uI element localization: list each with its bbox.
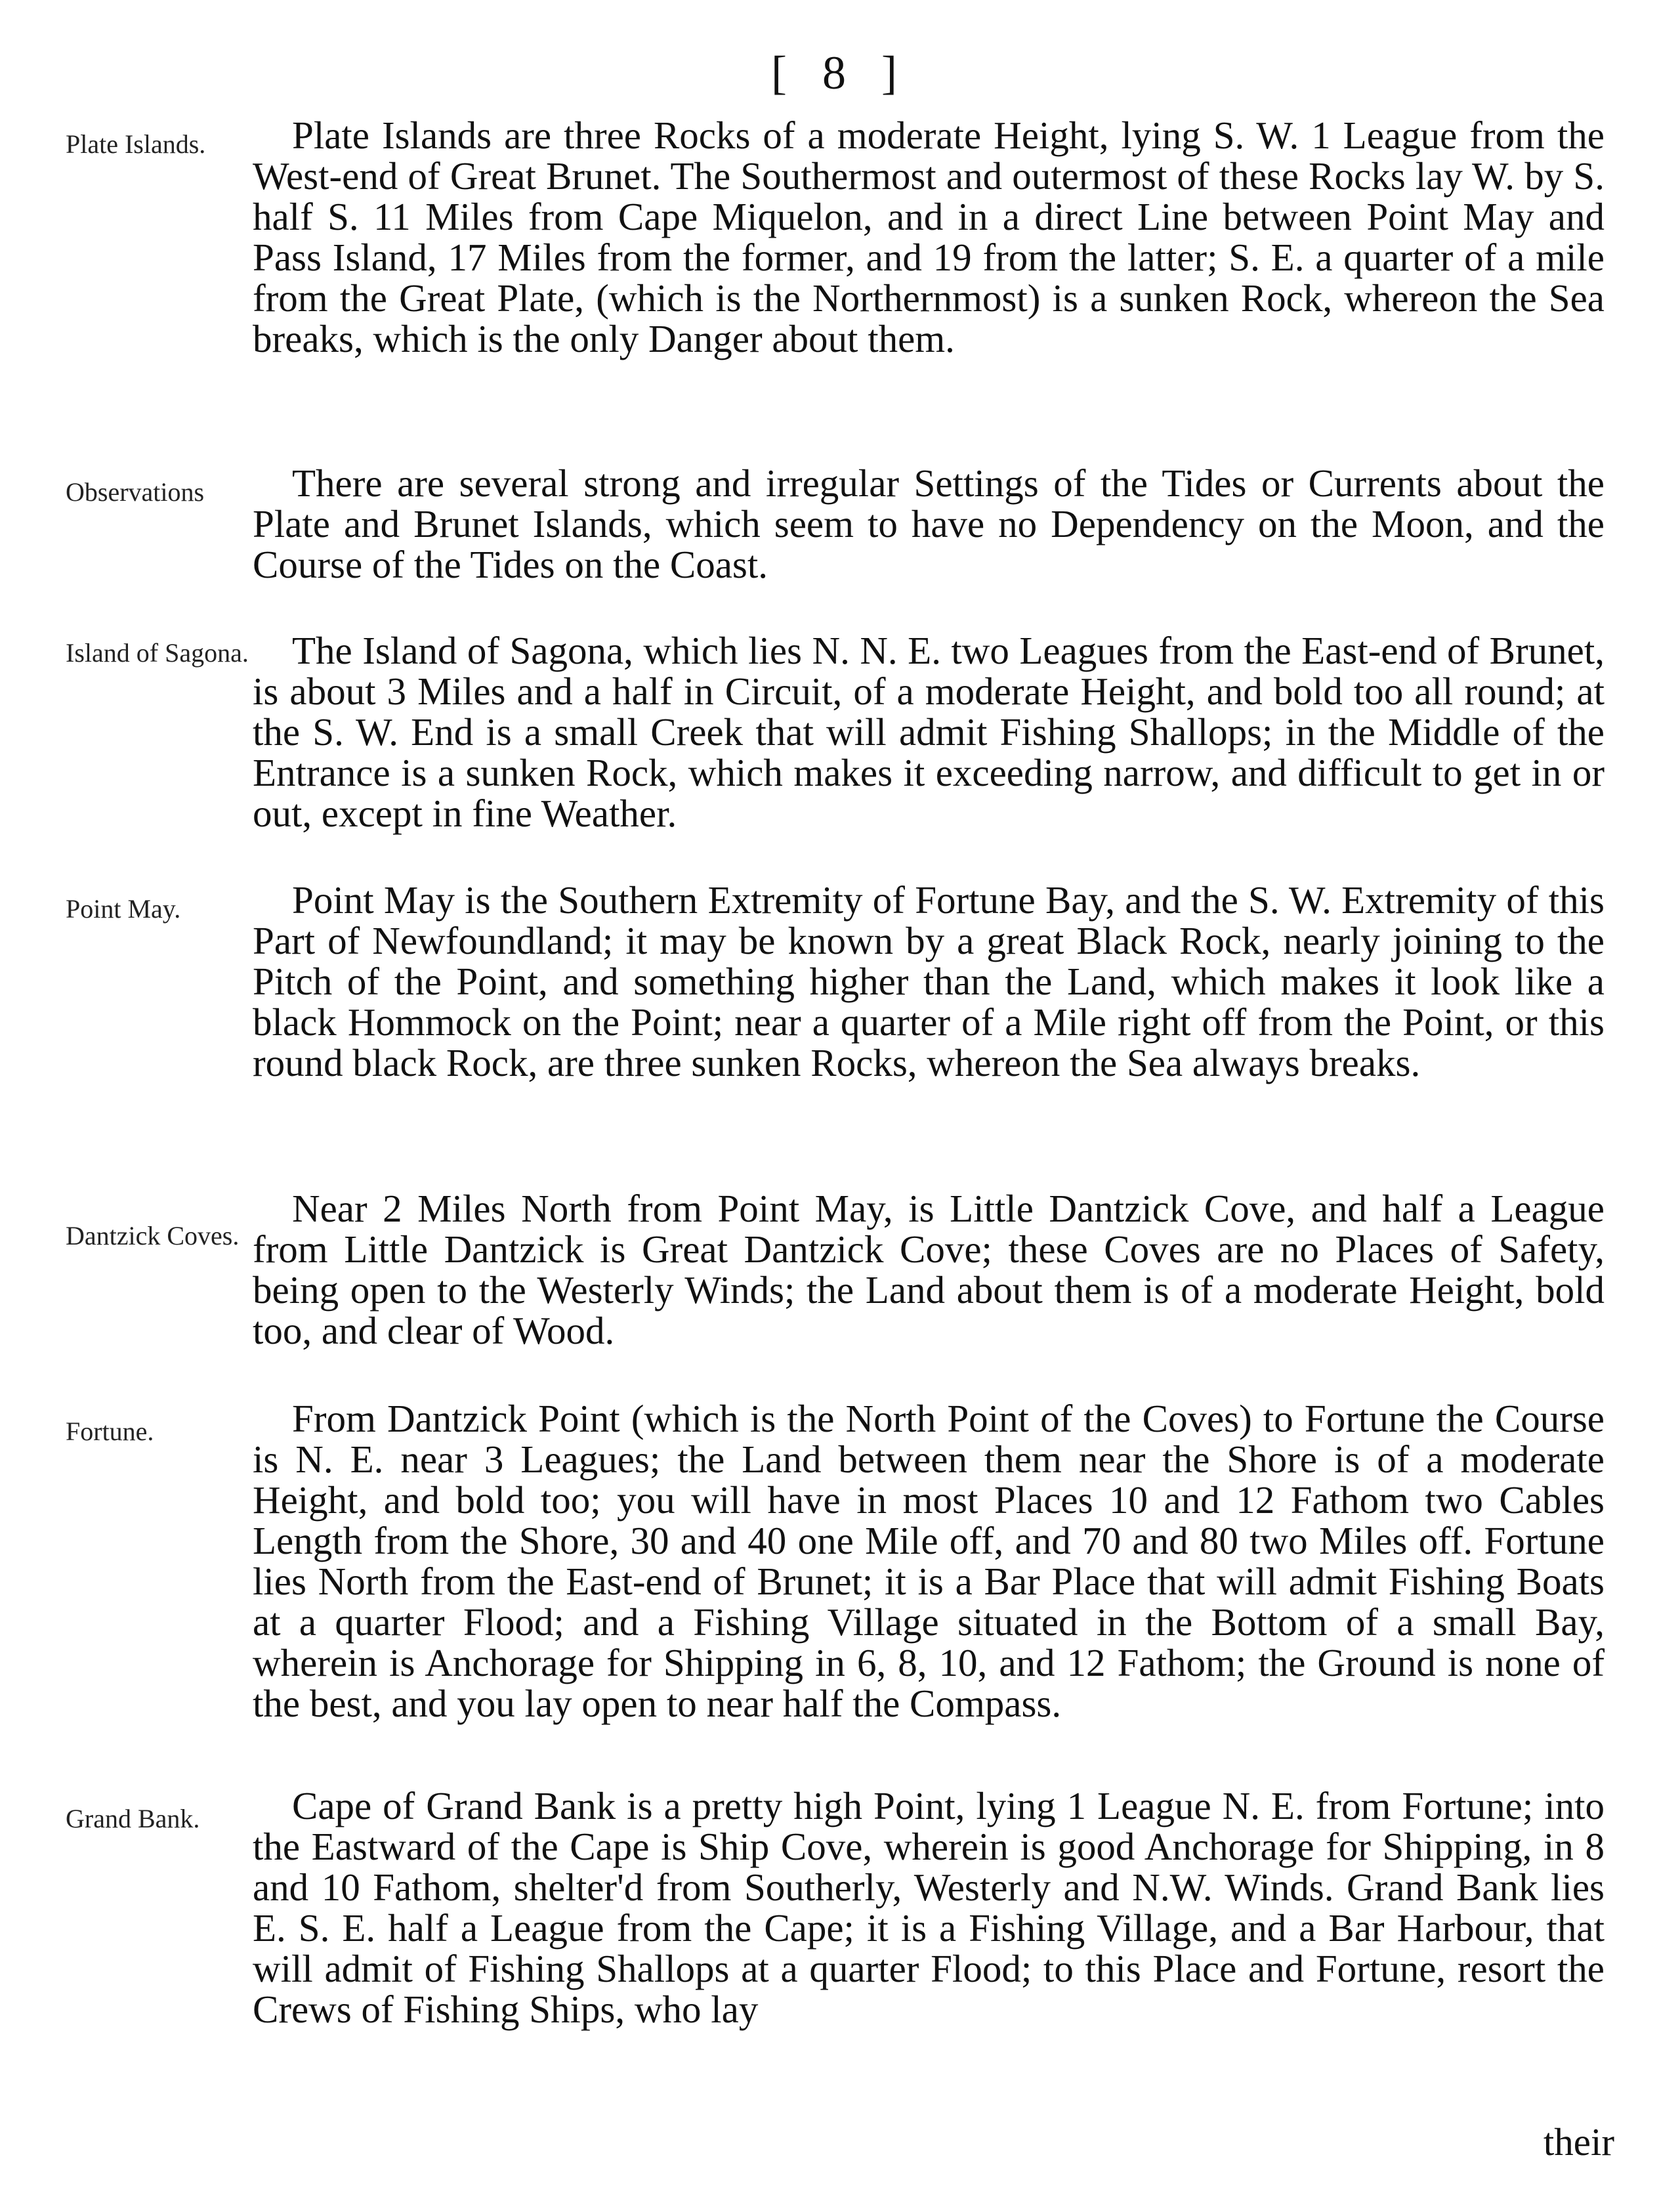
side-note: Plate Islands.	[66, 129, 206, 159]
side-note: Fortune.	[66, 1417, 154, 1446]
paragraph: Plate Islands are three Rocks of a moderate Height, lying S. W. 1 League from the West-end of Great Brunet. The Southermost and outermost of these Rocks lay W. by S. half S. 11 Miles from Cape Miquelon, and in a direct Line between Point May and Pass Island, 17 Miles from the former, and 19 from the latter; S. E. a quarter of a mile from the Great Plate, (which is the Northernmost) is a sunken Rock, whereon the Sea breaks, which is the only Danger about them.	[253, 114, 1605, 360]
side-note: Island of Sagona.	[66, 638, 249, 668]
catchword: their	[1543, 2120, 1614, 2164]
side-note: Dantzick Coves.	[66, 1221, 240, 1250]
paragraph: Cape of Grand Bank is a pretty high Point, lying 1 League N. E. from Fortune; into the Eastward of the Cape is Ship Cove, wherein is good Anchorage for Shipping, in 8 and 10 Fathom, shelter'd from Southerly, Westerly and N.W. Winds. Grand Bank lies E. S. E. half a League from the Cape; it is a Fishing Village, and a Bar Harbour, that will admit of Fishing Shallops at a quarter Flood; to this Place and Fortune, resort the Crews of Fishing Ships, who lay	[253, 1784, 1605, 2031]
paragraph: From Dantzick Point (which is the North Point of the Coves) to Fortune the Course is N. E. near 3 Leagues; the Land between them near the Shore is of a moderate Height, and bold too; you will have in most Places 10 and 12 Fathom two Cables Length from the Shore, 30 and 40 one Mile off, and 70 and 80 two Miles off. Fortune lies North from the East-end of Brunet; it is a Bar Place that will admit Fishing Boats at a quarter Flood; and a Fishing Village situated in the Bottom of a small Bay, wherein is Anchorage for Shipping in 6, 8, 10, and 12 Fathom; the Ground is none of the best, and you lay open to near half the Compass.	[253, 1397, 1605, 1725]
paragraph: Point May is the Southern Extremity of Fortune Bay, and the S. W. Extremity of this Part of Newfoundland; it may be known by a great Black Rock, nearly joining to the Pitch of the Point, and something higher than the Land, which makes it look like a black Hommock on the Point; near a quarter of a Mile right off from the Point, or this round black Rock, are three sunken Rocks, whereon the Sea always breaks.	[253, 878, 1605, 1084]
paragraph: Near 2 Miles North from Point May, is Little Dantzick Cove, and half a League from Little Dantzick is Great Dantzick Cove; these Coves are no Places of Safety, being open to the Westerly Winds; the Land about them is of a moderate Height, bold too, and clear of Wood.	[253, 1187, 1605, 1352]
paragraph: There are several strong and irregular Settings of the Tides or Currents about the Plate and Brunet Islands, which seem to have no Dependency on the Moon, and the Course of the Tides on the Coast.	[253, 461, 1605, 586]
side-note: Grand Bank.	[66, 1804, 200, 1833]
paragraph: The Island of Sagona, which lies N. N. E. two Leagues from the East-end of Brunet, is about 3 Miles and a half in Circuit, of a moderate Height, and bold too all round; at the S. W. End is a small Creek that will admit Fishing Shallops; in the Middle of the Entrance is a sunken Rock, which makes it exceeding narrow, and difficult to get in or out, except in fine Weather.	[253, 629, 1605, 835]
side-note: Observations	[66, 477, 205, 507]
page-number: [ 8 ]	[771, 47, 909, 99]
side-note: Point May.	[66, 894, 181, 924]
